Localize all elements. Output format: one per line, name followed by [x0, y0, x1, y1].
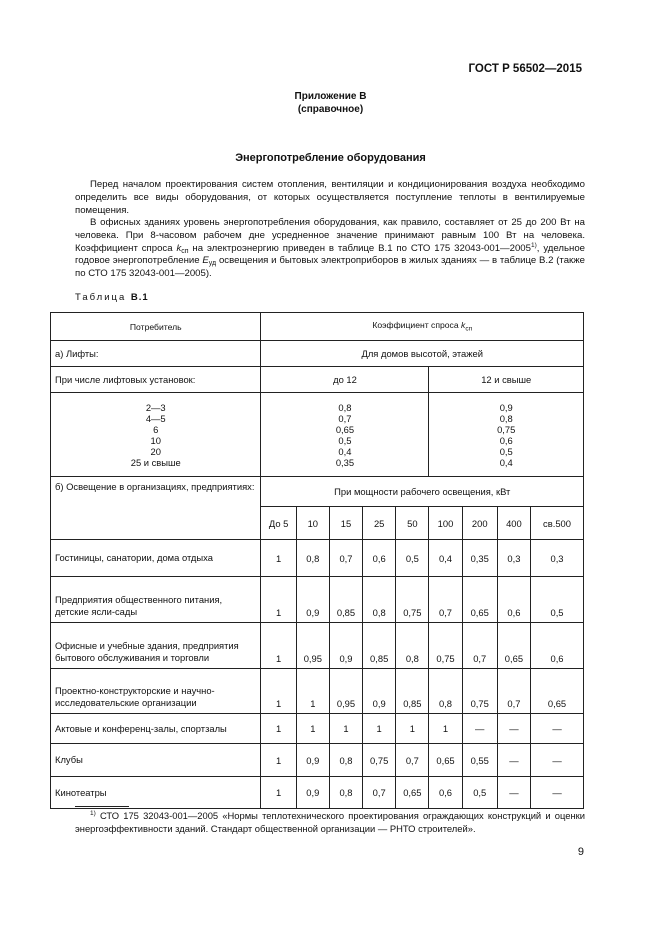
lifts-floors-header: Для домов высотой, этажей [261, 341, 584, 367]
appendix-subtitle: (справочное) [297, 104, 364, 115]
table-cell: 0,4 [429, 540, 462, 577]
table-row [51, 540, 584, 577]
paragraph-2 [75, 217, 585, 281]
power-col: 100 [429, 507, 462, 540]
lifts-col-under12: до 12 [261, 367, 429, 393]
table-cell: — [531, 714, 584, 744]
table-cell: 0,9 [296, 744, 329, 777]
lifts-values-12plus [429, 393, 584, 477]
appendix-heading [0, 90, 661, 116]
power-col: 200 [462, 507, 497, 540]
table-cell: 0,5 [531, 577, 584, 623]
list-item: 20 [150, 445, 161, 457]
list-item: 0,5 [499, 445, 513, 457]
lighting-label: б) Освещение в организациях, предприятиях: [51, 477, 261, 540]
footnote-divider [75, 806, 129, 807]
list-item: 0,4 [499, 456, 513, 468]
table-cell: 0,8 [363, 577, 396, 623]
table-caption [75, 292, 149, 303]
standard-header: ГОСТ Р 56502—2015 [468, 63, 582, 75]
table-cell: 0,6 [497, 577, 530, 623]
lighting-power-header: При мощности рабочего освещения, кВт [261, 477, 584, 507]
power-col: 400 [497, 507, 530, 540]
footnote-text: СТО 175 32043-001—2005 «Нормы теплотехнического проектирования ограждающих конструкций и оценки энергоэффективности зданий. Стандарт общественной организации — РНТО строителей». [75, 810, 585, 834]
table-cell: 0,95 [296, 623, 329, 669]
table-cell: — [531, 744, 584, 777]
list-item: 0,5 [338, 434, 352, 446]
footnote-ref: 1) [530, 241, 537, 249]
lifts-count-list [51, 393, 261, 477]
table-row [51, 777, 584, 809]
table-cell: 1 [261, 744, 296, 777]
table-cell: 0,6 [531, 623, 584, 669]
table-cell: 0,9 [296, 577, 329, 623]
p2-text-b: на электроэнергию приведен в таблице В.1 по СТО 175 32043-001—2005 [188, 242, 531, 254]
list-item: 0,8 [338, 401, 352, 413]
table-cell: 0,8 [296, 540, 329, 577]
list-item: 0,6 [499, 434, 513, 446]
p2-k-symbol: k [176, 242, 182, 254]
lifts-label: а) Лифты: [51, 341, 261, 367]
p2-text-a: В офисных зданиях уровень энергопотребления оборудования, как правило, составляет от 25 до 200 Вт на человека. При 8-часовом рабочем дне усредненное значение принимают равным 100 Вт на человека. Коэффициент спроса [75, 217, 585, 254]
header-coef-text: Коэффициент спроса [372, 320, 462, 331]
table-cell: — [531, 777, 584, 809]
list-item: 2—3 [145, 401, 166, 413]
table-cell: 0,3 [497, 540, 530, 577]
table-cell: 0,8 [396, 623, 429, 669]
header-coefficient [261, 313, 584, 341]
table-cell: 0,7 [363, 777, 396, 809]
list-item: 0,75 [497, 423, 516, 435]
list-item: 10 [150, 434, 161, 446]
table-cell: 0,8 [429, 669, 462, 714]
list-item: 0,65 [335, 423, 355, 435]
row-label: Кинотеатры [51, 777, 261, 809]
table-cell: 0,7 [396, 744, 429, 777]
table-cell: 0,7 [462, 623, 497, 669]
table-row [51, 744, 584, 777]
lifts-col-12plus: 12 и свыше [429, 367, 584, 393]
row-label: Клубы [51, 744, 261, 777]
table-cell: 1 [261, 777, 296, 809]
row-label: Актовые и конференц-залы, спортзалы [51, 714, 261, 744]
table-cell: 0,95 [329, 669, 362, 714]
table-cell: 0,35 [462, 540, 497, 577]
table-cell: 0,75 [429, 623, 462, 669]
table-cell: — [497, 777, 530, 809]
page-number: 9 [577, 846, 584, 858]
table-cell: 0,85 [329, 577, 362, 623]
table-cell: 0,65 [497, 623, 530, 669]
p2-e-symbol: E [202, 255, 209, 267]
table-cell: 0,9 [363, 669, 396, 714]
row-label: Гостиницы, санатории, дома отдыха [51, 540, 261, 577]
power-col: св.500 [531, 507, 584, 540]
section-title: Энергопотребление оборудования [235, 152, 426, 164]
table-cell: 0,85 [363, 623, 396, 669]
lifts-values-under12 [261, 393, 429, 477]
list-item: 25 и свыше [130, 456, 181, 468]
header-coef-k: k [461, 320, 466, 331]
appendix-title: Приложение В [294, 91, 367, 102]
lifts-count-label: При числе лифтовых установок: [51, 367, 261, 393]
row-label: Офисные и учебные здания, предприятия бытового обслуживания и торговли [51, 623, 261, 669]
table-cell: 0,8 [329, 744, 362, 777]
row-label: Предприятия общественного питания, детские ясли-сады [51, 577, 261, 623]
list-item: 6 [153, 423, 159, 435]
table-cell: 1 [429, 714, 462, 744]
table-cell: 0,8 [329, 777, 362, 809]
power-col: 10 [296, 507, 329, 540]
table-cell: 0,9 [296, 777, 329, 809]
list-item: 0,7 [338, 412, 352, 424]
table-cell: 0,75 [462, 669, 497, 714]
header-consumer: Потребитель [51, 313, 261, 341]
table-cell: 1 [296, 669, 329, 714]
power-col: До 5 [261, 507, 296, 540]
table-cell: 1 [261, 669, 296, 714]
paragraph-1: Перед началом проектирования систем отопления, вентиляции и кондиционирования воздуха необходимо определить все виды оборудования, от которых осуществляется поступление теплоты в вентилируемые помещения. [75, 179, 585, 216]
power-col: 25 [363, 507, 396, 540]
table-cell: 0,55 [462, 744, 497, 777]
table-cell: 0,85 [396, 669, 429, 714]
power-col: 50 [396, 507, 429, 540]
row-label: Проектно-конструкторские и научно-исследовательские организации [51, 669, 261, 714]
table-cell: 0,7 [497, 669, 530, 714]
table-row [51, 577, 584, 623]
table-cell: 0,75 [396, 577, 429, 623]
table-caption-word: Таблица [75, 292, 127, 303]
table-cell: 0,6 [429, 777, 462, 809]
table-cell: — [497, 744, 530, 777]
table-caption-number: В.1 [130, 292, 149, 303]
table-cell: — [497, 714, 530, 744]
table-cell: 0,65 [429, 744, 462, 777]
p2-text-c: , удельное годовое энергопотребление [75, 242, 585, 267]
demand-coefficient-table [50, 312, 584, 809]
list-item: 0,35 [335, 456, 355, 468]
table-cell: 0,75 [363, 744, 396, 777]
table-cell: — [462, 714, 497, 744]
p2-k-subscript: сп [181, 247, 189, 255]
table-row [51, 623, 584, 669]
list-item: 0,9 [499, 401, 513, 413]
table-cell: 1 [363, 714, 396, 744]
list-item: 0,4 [338, 445, 352, 457]
table-cell: 0,3 [531, 540, 584, 577]
table-cell: 1 [261, 623, 296, 669]
table-cell: 0,6 [363, 540, 396, 577]
table-cell: 1 [329, 714, 362, 744]
table-row [51, 669, 584, 714]
table-row [51, 714, 584, 744]
p2-text-d: освещения и бытовых электроприборов в жилых зданиях — в таблице В.2 (также по СТО 175 32043-001—2005). [75, 255, 585, 280]
table-cell: 0,9 [329, 623, 362, 669]
p2-e-subscript: уд [208, 260, 217, 268]
table-cell: 1 [261, 540, 296, 577]
table-cell: 0,7 [429, 577, 462, 623]
list-item: 0,8 [499, 412, 513, 424]
header-coef-sub: сп [465, 325, 473, 333]
table-cell: 1 [396, 714, 429, 744]
list-item: 4—5 [145, 412, 166, 424]
table-cell: 1 [261, 714, 296, 744]
table-cell: 0,65 [396, 777, 429, 809]
power-col: 15 [329, 507, 362, 540]
table-cell: 0,65 [531, 669, 584, 714]
table-cell: 1 [261, 577, 296, 623]
table-cell: 0,7 [329, 540, 362, 577]
table-cell: 0,5 [462, 777, 497, 809]
footnote-mark: 1) [90, 810, 96, 817]
table-cell: 1 [296, 714, 329, 744]
table-cell: 0,5 [396, 540, 429, 577]
footnote [75, 810, 585, 836]
table-cell: 0,65 [462, 577, 497, 623]
